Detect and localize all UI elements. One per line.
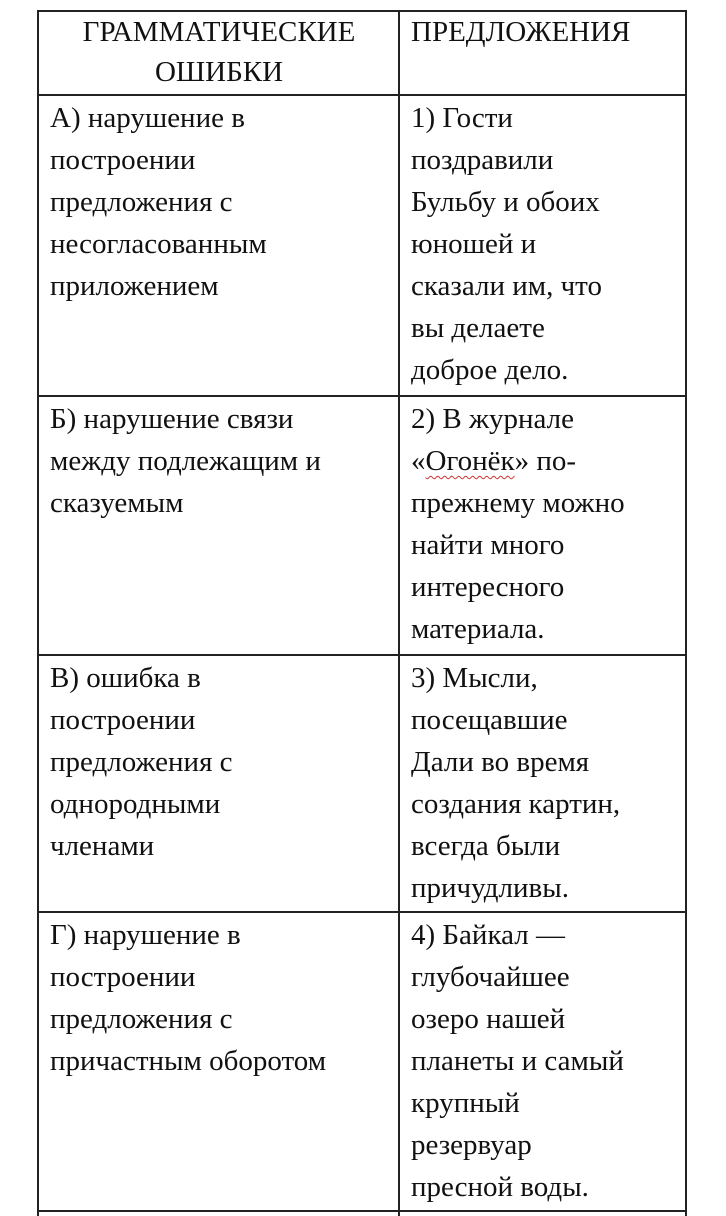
sentence-cell: 4) Байкал — глубочайшее озеро нашей планеты и самый крупный резервуар пресной воды. (399, 912, 686, 1211)
sentence-cell: 3) Мысли, посещавшие Дали во время создания картин, всегда были причудливы. (399, 655, 686, 912)
table-row (38, 95, 686, 396)
error-cell: Г) нарушение в построении предложения с причастным оборотом (38, 912, 399, 1211)
error-cell: А) нарушение в построении предложения с несогласованным приложением (38, 95, 399, 396)
sentence-cell (399, 396, 686, 655)
error-cell: Б) нарушение связи между подлежащим и сказуемым (38, 396, 399, 655)
table-row (38, 912, 686, 1211)
empty-cell (38, 1211, 399, 1216)
empty-cell (399, 1211, 686, 1216)
spellcheck-marked-word: Огонёк (425, 445, 515, 477)
sentence-cell: 1) Гости поздравили Бульбу и обоих юношей и сказали им, что вы делаете доброе дело. (399, 95, 686, 396)
header-sentences: ПРЕДЛОЖЕНИЯ (399, 11, 686, 95)
table-row-continuation (38, 1211, 686, 1216)
matching-table (37, 10, 687, 1216)
table-header-row (38, 11, 686, 95)
header-grammar-errors: ГРАММАТИЧЕСКИЕ ОШИБКИ (38, 11, 399, 95)
error-cell: В) ошибка в построении предложения с однородными членами (38, 655, 399, 912)
sentence-text: » по- прежнему можно найти много интересного материала. (411, 445, 625, 645)
table-row (38, 396, 686, 655)
table-row (38, 655, 686, 912)
sentence-text: 2) В журнале « (411, 403, 575, 477)
